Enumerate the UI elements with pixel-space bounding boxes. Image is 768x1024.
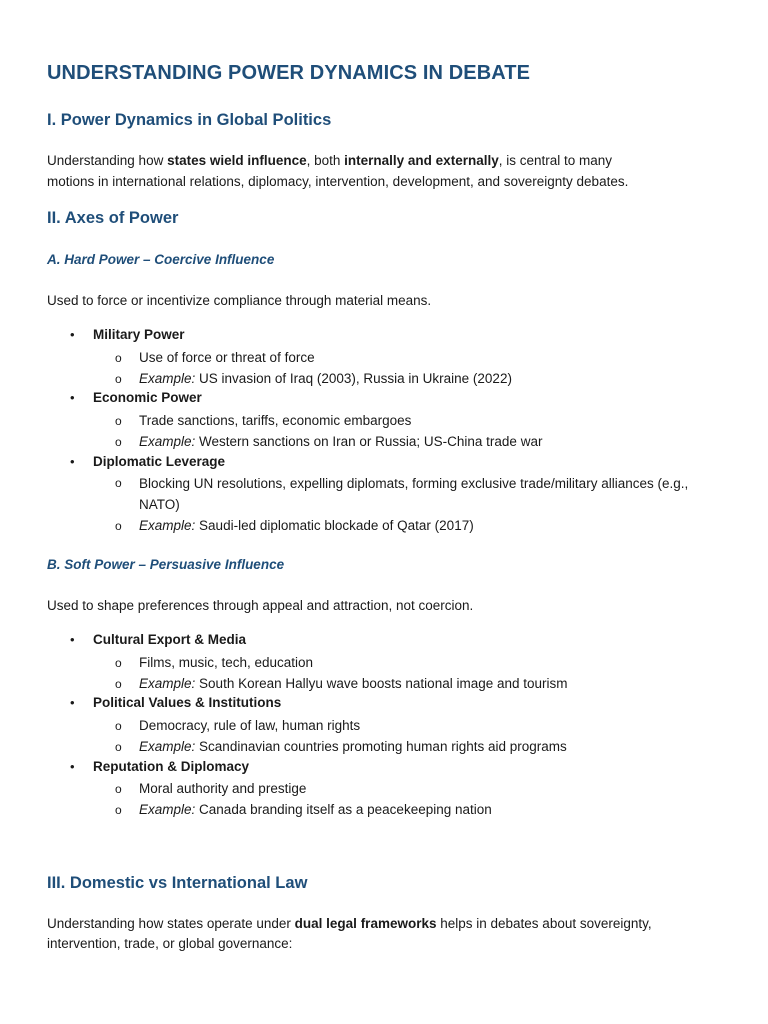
list-item-military-power <box>70 327 185 342</box>
example-text: Western sanctions on Iran or Russia; US-China trade war <box>199 434 543 449</box>
circle-bullet-icon: o <box>115 351 122 365</box>
bullet-label: Cultural Export & Media <box>93 632 247 647</box>
section-1-heading: I. Power Dynamics in Global Politics <box>47 111 332 129</box>
sub-item-example <box>115 673 568 695</box>
bullet-icon: • <box>70 759 75 774</box>
sub-item-example <box>115 515 474 537</box>
circle-bullet-icon: o <box>115 372 122 386</box>
circle-bullet-icon: o <box>115 435 122 449</box>
circle-bullet-icon: o <box>115 476 122 490</box>
list-item-diplomatic-leverage <box>70 454 225 469</box>
circle-bullet-icon: o <box>115 414 122 428</box>
circle-bullet-icon: o <box>115 677 122 691</box>
list-item-political-values <box>70 695 281 710</box>
example-text: Canada branding itself as a peacekeeping nation <box>199 802 492 817</box>
sub-item <box>115 778 306 800</box>
text-run: Understanding how states operate under <box>47 916 295 931</box>
example-label: Example: <box>139 739 196 754</box>
bullet-label: Diplomatic Leverage <box>93 454 226 469</box>
example-text: US invasion of Iraq (2003), Russia in Ukraine (2022) <box>199 371 512 386</box>
circle-bullet-icon: o <box>115 519 122 533</box>
document-title: UNDERSTANDING POWER DYNAMICS IN DEBATE <box>47 62 531 84</box>
example-text: Scandinavian countries promoting human rights aid programs <box>199 739 567 754</box>
sub-item-text: Films, music, tech, education <box>139 655 314 670</box>
example-label: Example: <box>139 802 196 817</box>
emphasis-internally-externally: internally and externally <box>344 153 499 168</box>
emphasis-states-wield-influence: states wield influence <box>167 153 307 168</box>
sub-item-example <box>115 736 567 758</box>
sub-item-example <box>115 799 492 821</box>
section-3-paragraph-line-2: intervention, trade, or global governance: <box>47 936 293 951</box>
hard-power-intro: Used to force or incentivize compliance through material means. <box>47 293 432 308</box>
sub-item-text: Blocking UN resolutions, expelling diplomats, forming exclusive trade/military alliances (e.g., NATO) <box>139 476 689 512</box>
emphasis-dual-legal-frameworks: dual legal frameworks <box>294 916 437 931</box>
sub-item <box>115 715 360 737</box>
circle-bullet-icon: o <box>115 803 122 817</box>
bullet-label: Reputation & Diplomacy <box>93 759 250 774</box>
list-item-economic-power <box>70 390 202 405</box>
sub-item <box>115 652 313 674</box>
sub-item <box>115 347 315 369</box>
example-label: Example: <box>139 434 196 449</box>
bullet-label: Political Values & Institutions <box>93 695 282 710</box>
section-1-paragraph-line-1 <box>47 150 612 171</box>
bullet-icon: • <box>70 390 75 405</box>
sub-item-text: Moral authority and prestige <box>139 781 307 796</box>
text-run: helps in debates about sovereignty, <box>436 916 652 931</box>
sub-item-text: Democracy, rule of law, human rights <box>139 718 361 733</box>
section-3-heading: III. Domestic vs International Law <box>47 874 308 892</box>
sub-item <box>115 473 725 515</box>
section-1-paragraph-line-2: motions in international relations, diplomacy, intervention, development, and sovereignty debates. <box>47 174 629 189</box>
circle-bullet-icon: o <box>115 782 122 796</box>
circle-bullet-icon: o <box>115 719 122 733</box>
text-run: Understanding how <box>47 153 168 168</box>
sub-item-text: Use of force or threat of force <box>139 350 315 365</box>
bullet-icon: • <box>70 632 75 647</box>
sub-item-text: Trade sanctions, tariffs, economic embargoes <box>139 413 412 428</box>
circle-bullet-icon: o <box>115 656 122 670</box>
example-text: Saudi-led diplomatic blockade of Qatar (2017) <box>199 518 474 533</box>
example-label: Example: <box>139 371 196 386</box>
section-3-paragraph-line-1 <box>47 913 652 934</box>
list-item-cultural-export <box>70 632 246 647</box>
bullet-icon: • <box>70 454 75 469</box>
sub-item <box>115 410 411 432</box>
bullet-label: Military Power <box>93 327 185 342</box>
example-text: South Korean Hallyu wave boosts national image and tourism <box>199 676 568 691</box>
bullet-icon: • <box>70 695 75 710</box>
hard-power-heading: A. Hard Power – Coercive Influence <box>47 252 275 267</box>
bullet-icon: • <box>70 327 75 342</box>
sub-item-example <box>115 368 512 390</box>
bullet-label: Economic Power <box>93 390 202 405</box>
soft-power-intro: Used to shape preferences through appeal and attraction, not coercion. <box>47 598 474 613</box>
sub-item-example <box>115 431 542 453</box>
example-label: Example: <box>139 518 196 533</box>
section-2-heading: II. Axes of Power <box>47 209 179 227</box>
text-run: , both <box>306 153 345 168</box>
soft-power-heading: B. Soft Power – Persuasive Influence <box>47 557 285 572</box>
text-run: , is central to many <box>498 153 613 168</box>
circle-bullet-icon: o <box>115 740 122 754</box>
list-item-reputation-diplomacy <box>70 759 249 774</box>
example-label: Example: <box>139 676 196 691</box>
